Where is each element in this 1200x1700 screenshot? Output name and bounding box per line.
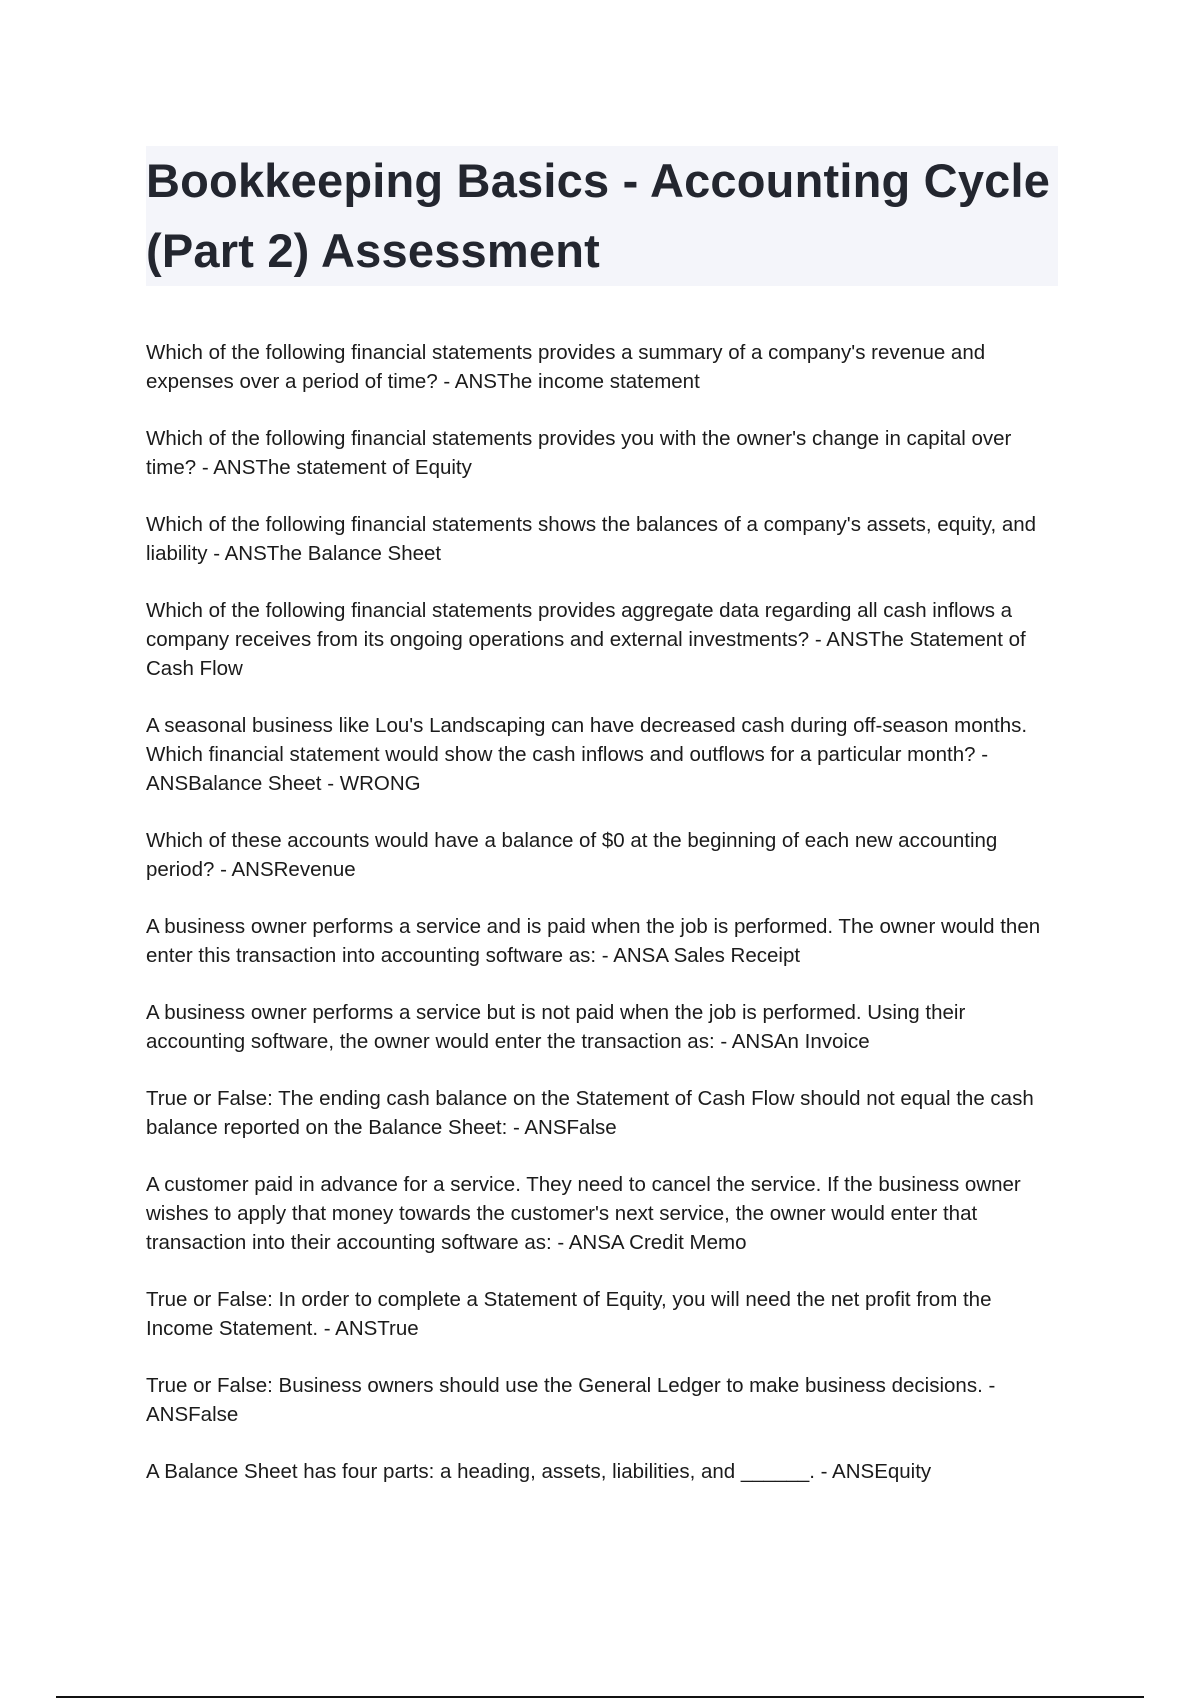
qa-item: Which of these accounts would have a balance of $0 at the beginning of each new accounting period? - ANSRevenue xyxy=(146,829,998,881)
qa-item: A business owner performs a service and is paid when the job is performed. The owner would then enter this transaction into accounting software as: - ANSA Sales Receipt xyxy=(146,915,1041,967)
qa-item: A customer paid in advance for a service. They need to cancel the service. If the business owner wishes to apply that money towards the customer's next service, the owner would enter that transaction into their accounting software as: - ANSA Credit Memo xyxy=(146,1173,1021,1254)
qa-item: A Balance Sheet has four parts: a heading, assets, liabilities, and ______. - ANSEquity xyxy=(146,1460,932,1483)
document-title: Bookkeeping Basics - Accounting Cycle (Part 2) Assessment xyxy=(146,154,1051,277)
qa-item: Which of the following financial statements provides a summary of a company's revenue and expenses over a period of time? - ANSThe income statement xyxy=(146,341,986,393)
document-page xyxy=(146,146,1058,1514)
qa-item: True or False: Business owners should use the General Ledger to make business decisions. - ANSFalse xyxy=(146,1374,996,1426)
qa-item: Which of the following financial statements provides you with the owner's change in capital over time? - ANSThe statement of Equity xyxy=(146,427,1012,479)
qa-item: True or False: The ending cash balance on the Statement of Cash Flow should not equal the cash balance reported on the Balance Sheet: - ANSFalse xyxy=(146,1087,1034,1139)
page-bottom-divider xyxy=(56,1696,1144,1698)
qa-item: Which of the following financial statements shows the balances of a company's assets, equity, and liability - ANSThe Balance Sheet xyxy=(146,513,1037,565)
qa-list xyxy=(146,338,1058,1486)
title-banner xyxy=(146,146,1058,286)
qa-item: True or False: In order to complete a Statement of Equity, you will need the net profit from the Income Statement. - ANSTrue xyxy=(146,1288,992,1340)
qa-item: A business owner performs a service but is not paid when the job is performed. Using their accounting software, the owner would enter the transaction as: - ANSAn Invoice xyxy=(146,1001,966,1053)
qa-item: Which of the following financial statements provides aggregate data regarding all cash inflows a company receives from its ongoing operations and external investments? - ANSThe Statement of Cash Flow xyxy=(146,599,1026,680)
qa-item: A seasonal business like Lou's Landscaping can have decreased cash during off-season months. Which financial statement would show the cash inflows and outflows for a particular month? - ANSBalance Sheet - WRONG xyxy=(146,714,1028,795)
